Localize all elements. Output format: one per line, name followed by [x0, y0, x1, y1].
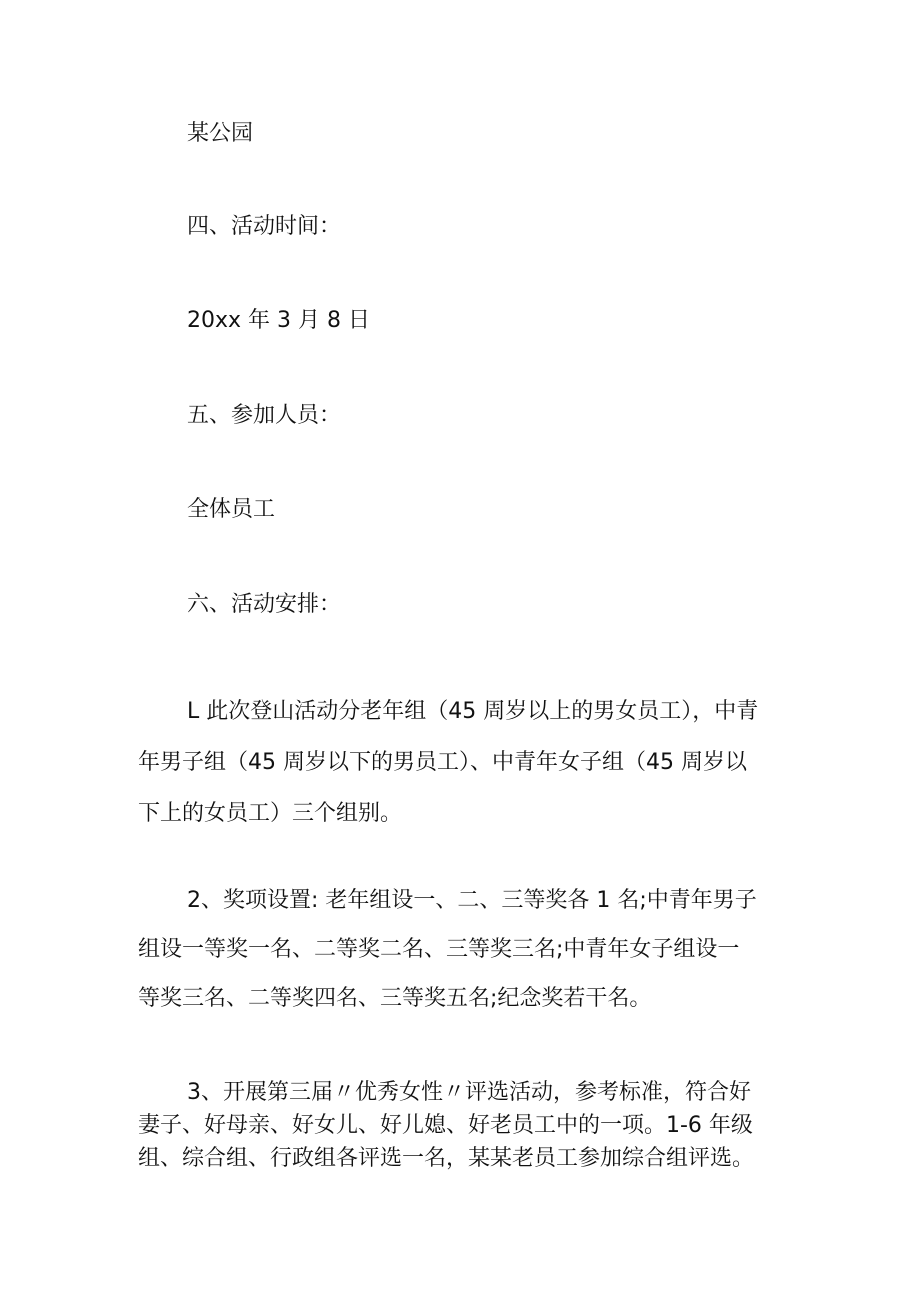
item-2-line-1: 2、奖项设置: 老年组设一、二、三等奖各 1 名;中青年男子	[187, 888, 757, 913]
arrangement-item-2	[138, 876, 798, 1023]
item-3-line-1: 3、开展第三届〃优秀女性〃评选活动，参考标准，符合好	[187, 1080, 751, 1105]
item-2-line-3: 等奖三名、二等奖四名、三等奖五名;纪念奖若干名。	[138, 986, 652, 1011]
heading-activity-time: 四、活动时间：	[187, 214, 342, 239]
heading-participants: 五、参加人员：	[187, 403, 342, 428]
item-1-line-3: 下上的女员工）三个组别。	[138, 801, 403, 826]
item-1-line-1: L 此次登山活动分老年组（45 周岁以上的男女员工），中青	[187, 699, 759, 724]
arrangement-item-1	[138, 686, 798, 839]
item-2-line-2: 组设一等奖一名、二等奖二名、三等奖三名;中青年女子组设一	[138, 937, 740, 962]
location-value: 某公园	[187, 121, 254, 146]
participants-value: 全体员工	[187, 497, 276, 522]
item-1-line-2: 年男子组（45 周岁以下的男员工）、中青年女子组（45 周岁以	[138, 750, 747, 775]
activity-time-value: 20xx 年 3 月 8 日	[187, 308, 370, 333]
item-3-line-2: 妻子、好母亲、好女儿、好儿媳、好老员工中的一项。1-6 年级	[138, 1113, 753, 1138]
heading-arrangement: 六、活动安排：	[187, 592, 342, 617]
arrangement-item-3	[138, 1076, 798, 1175]
item-3-line-3: 组、综合组、行政组各评选一名，某某老员工参加综合组评选。	[138, 1146, 755, 1171]
